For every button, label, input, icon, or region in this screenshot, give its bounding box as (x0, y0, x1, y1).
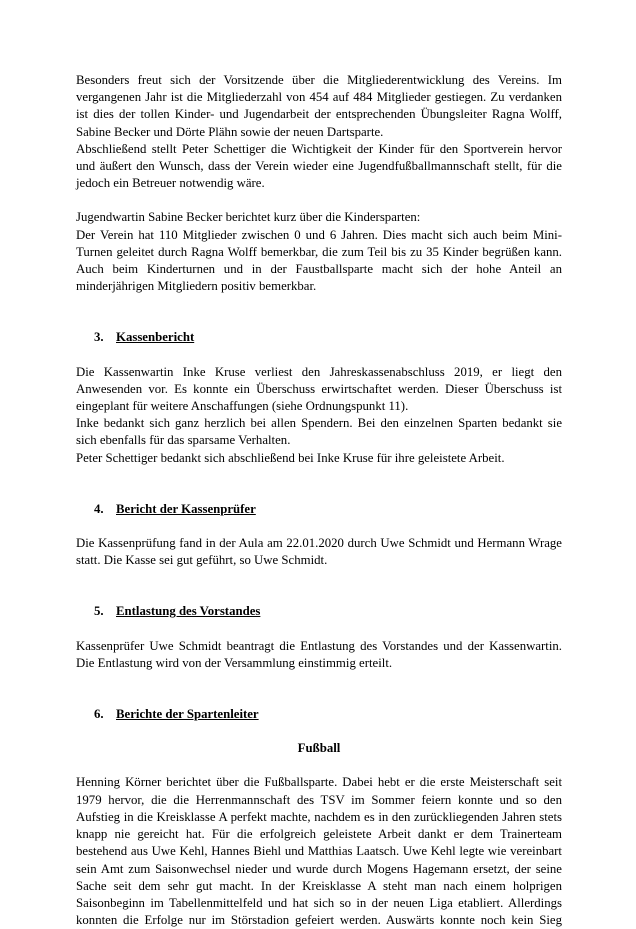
text-line: Inke bedankt sich ganz herzlich bei allen Spendern. Bei den einzelnen Sparten bedankt sie (76, 416, 562, 431)
text-line: jedoch ein Betreuer notwendig wäre. (76, 176, 265, 191)
paragraph-treasurer-report (76, 364, 562, 416)
text-line: Saisonbeginn im Tabellenmittelfeld und hat sich so in der neuen Liga etabliert. Allerdings (76, 895, 562, 910)
text-line: konnten die Erfolge nur im Störstadion gefeiert werden. Auswärts konnte noch kein Sieg (76, 913, 562, 928)
section-number: 3. (94, 330, 104, 345)
text-line: Der Verein hat 110 Mitglieder zwischen 0 und 6 Jahren. Dies macht sich auch beim Mini- (76, 227, 562, 242)
text-line: Turnen geleitet durch Ragna Wolff bemerkbar, die zum Teil bis zu 35 Kinder begrüßen kann. (76, 244, 562, 259)
section-title: Entlastung des Vorstandes (116, 604, 261, 619)
text-line: vergangenen Jahr ist die Mitgliederzahl von 454 auf 484 Mitglieder gestiegen. Zu verdanken (76, 90, 562, 105)
section-heading-entlastung (76, 603, 562, 620)
section-heading-spartenleiter (76, 706, 562, 723)
section-number: 4. (94, 501, 104, 516)
paragraph-youth-report (76, 209, 562, 295)
text-line: Anwesenden vor. Es konnte ein Überschuss erwirtschaftet werden. Dieser Überschuss ist (76, 381, 562, 396)
text-line: Peter Schettiger bedankt sich abschließend bei Inke Kruse für ihre geleistete Arbeit. (76, 450, 505, 465)
text-line: Die Entlastung wird von der Versammlung einstimmig erteilt. (76, 655, 393, 670)
paragraph-treasurer-thanks (76, 415, 562, 449)
section-title: Berichte der Spartenleiter (116, 707, 259, 722)
section-heading-kassenbericht (76, 329, 562, 346)
text-line: eingeplant für weitere Anschaffungen (siehe Ordnungspunkt 11). (76, 399, 409, 414)
text-line: Auch beim Kinderturnen und in der Faustballsparte macht sich der hohe Anteil an (76, 262, 562, 277)
text-line: bestehend aus Uwe Kehl, Hannes Biehl und Matthias Laatsch. Uwe Kehl legte wie vereinbart (76, 844, 562, 859)
paragraph-chair-thanks (76, 450, 562, 467)
text-line: ist dies der tollen Kinder- und Jugendarbeit der entsprechenden Übungsleiter Ragna Wolff, (76, 107, 562, 122)
section-title: Bericht der Kassenprüfer (116, 501, 256, 516)
text-line: Besonders freut sich der Vorsitzende über die Mitgliederentwicklung des Vereins. Im (76, 73, 562, 87)
text-line: Sabine Becker und Dörte Plähn sowie der neuen Dartsparte. (76, 124, 384, 139)
text-line: Sache seit dem sehr gut macht. In der Kreisklasse A steht man nach einem holprigen (76, 878, 562, 893)
text-line: 1979 hervor, die die Herrenmannschaft des TSV im Sommer feiern konnte und so den (76, 792, 562, 807)
text-line: Die Kassenprüfung fand in der Aula am 22.01.2020 durch Uwe Schmidt und Hermann Wrage (76, 536, 562, 551)
paragraph-football-report (76, 774, 562, 929)
text-line: Die Kassenwartin Inke Kruse verliest den Jahreskassenabschluss 2019, er liegt den (76, 364, 562, 379)
text-line: sich ebenfalls für das sparsame Verhalten. (76, 433, 291, 448)
paragraph-audit (76, 535, 562, 569)
subheading-fussball: Fußball (297, 741, 341, 756)
paragraph-children-importance (76, 141, 562, 193)
paragraph-membership (76, 72, 562, 141)
text-line: Jugendwartin Sabine Becker berichtet kurz über die Kindersparten: (76, 210, 421, 225)
document-page (76, 72, 562, 929)
text-line: sein Amt zum Saisonwechsel nieder und wurde durch Mogens Hagemann ersetzt, der seine (76, 861, 562, 876)
text-line: knapp nie gereicht hat. Für die erfolgreich geleistete Arbeit dankt er dem Trainerteam (76, 827, 562, 842)
section-title: Kassenbericht (116, 330, 195, 345)
section-heading-kassenpruefer (76, 501, 562, 518)
section-number: 5. (94, 604, 104, 619)
text-line: Aufstieg in die Kreisklasse A perfekt machte, nachdem es in den zurückliegenden Jahren stets (76, 809, 562, 824)
text-line: und äußert den Wunsch, dass der Verein wieder eine Jugendfußballmannschaft stellt, für die (76, 159, 562, 174)
text-line: Abschließend stellt Peter Schettiger die Wichtigkeit der Kinder für den Sportverein hervor (76, 141, 562, 156)
paragraph-discharge (76, 638, 562, 672)
text-line: Kassenprüfer Uwe Schmidt beantragt die Entlastung des Vorstandes und der Kassenwartin. (76, 638, 562, 653)
section-number: 6. (94, 707, 104, 722)
text-line: minderjährigen Mitgliedern positiv bemerkbar. (76, 279, 317, 294)
text-line: Henning Körner berichtet über die Fußballsparte. Dabei hebt er die erste Meisterschaft seit (76, 775, 562, 790)
text-line: statt. Die Kasse sei gut geführt, so Uwe Schmidt. (76, 553, 328, 568)
